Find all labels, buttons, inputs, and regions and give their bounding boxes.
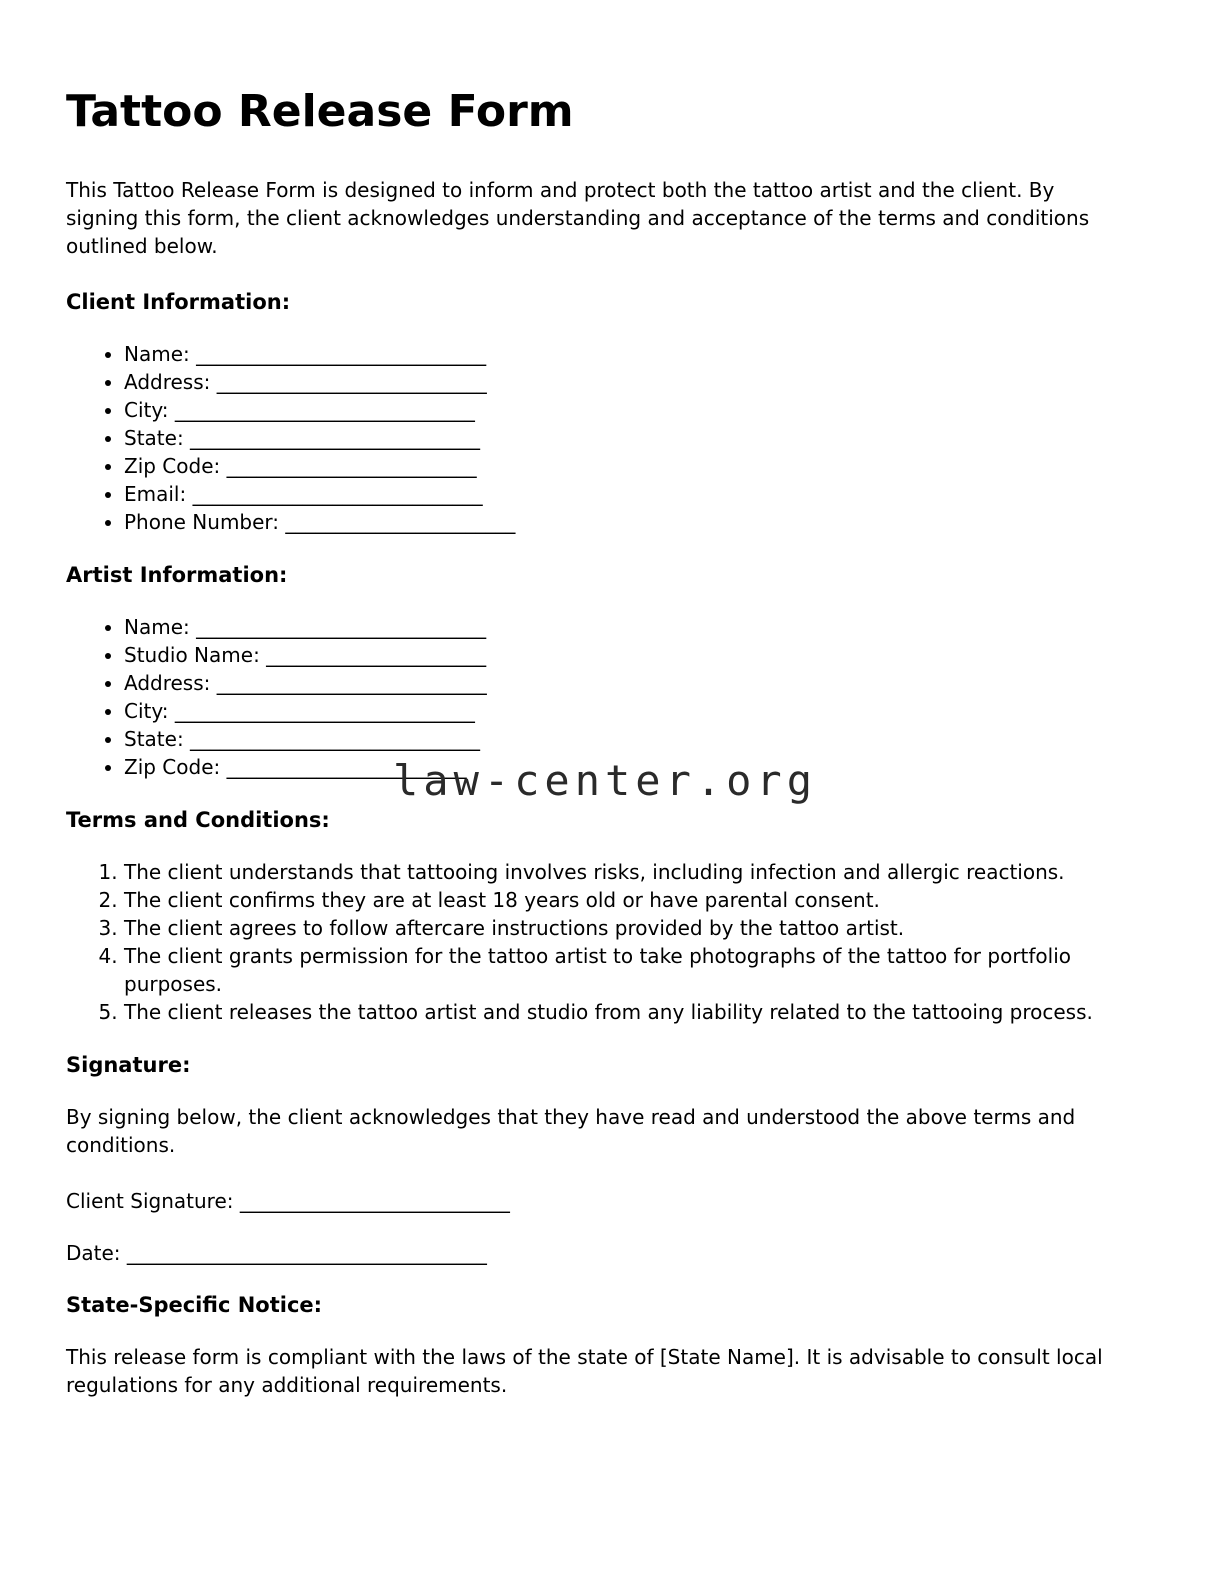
form-field-client-email (124, 480, 1121, 508)
field-blank-line: ________________________ (226, 755, 467, 779)
client-information-heading: Client Information: (66, 290, 291, 314)
field-blank-line: _____________________________ (190, 727, 481, 751)
field-label: City: (124, 398, 169, 422)
field-label: City: (124, 699, 169, 723)
field-label: Name: (124, 615, 190, 639)
state-notice-paragraph: This release form is compliant with the laws of the state of [State Name]. It is advisable to consult local regulations for any additional requirements. (66, 1345, 1103, 1397)
field-label: Address: (124, 370, 211, 394)
client-information-list (66, 340, 1121, 536)
field-blank-line: ______________________ (266, 643, 487, 667)
field-blank-line: _________________________ (226, 454, 477, 478)
field-label: Zip Code: (124, 454, 221, 478)
field-label: Email: (124, 482, 187, 506)
form-field-client-state (124, 424, 1121, 452)
client-signature-row (66, 1187, 1121, 1215)
signature-heading: Signature: (66, 1053, 191, 1077)
form-field-artist-zip (124, 753, 1121, 781)
artist-information-list (66, 613, 1121, 781)
client-signature-label: Client Signature: (66, 1189, 234, 1213)
field-blank-line: _____________________________ (192, 482, 483, 506)
date-label: Date: (66, 1241, 121, 1265)
form-field-client-phone (124, 508, 1121, 536)
form-field-artist-address (124, 669, 1121, 697)
form-field-artist-city (124, 697, 1121, 725)
client-signature-blank-line: ___________________________ (239, 1189, 510, 1213)
field-blank-line: _______________________ (285, 510, 516, 534)
page-title: Tattoo Release Form (66, 86, 574, 137)
law-center-watermark: law-center.org (393, 756, 818, 805)
form-field-client-address (124, 368, 1121, 396)
form-field-artist-state (124, 725, 1121, 753)
intro-paragraph: This Tattoo Release Form is designed to inform and protect both the tattoo artist and the client. By signing this form, the client acknowledges understanding and acceptance of the terms and conditions outlined below. (66, 178, 1090, 258)
form-field-client-city (124, 396, 1121, 424)
field-label: State: (124, 426, 184, 450)
terms-item-4: 4. The client grants permission for the tattoo artist to take photographs of the tattoo for portfolio purposes. (124, 942, 1121, 998)
terms-item-3: 3. The client agrees to follow aftercare instructions provided by the tattoo artist. (124, 914, 1121, 942)
field-label: Studio Name: (124, 643, 260, 667)
field-blank-line: ______________________________ (174, 398, 475, 422)
artist-information-heading: Artist Information: (66, 563, 288, 587)
terms-item-1: 1. The client understands that tattooing involves risks, including infection and allergic reactions. (124, 858, 1121, 886)
signature-acknowledgement: By signing below, the client acknowledges that they have read and understood the above terms and conditions. (66, 1105, 1076, 1157)
terms-heading: Terms and Conditions: (66, 808, 330, 832)
document-content (66, 88, 1121, 1399)
form-field-artist-name (124, 613, 1121, 641)
field-blank-line: _____________________________ (190, 426, 481, 450)
date-row (66, 1239, 1121, 1267)
state-notice-heading: State-Specific Notice: (66, 1293, 323, 1317)
terms-list (66, 858, 1121, 1026)
field-label: Address: (124, 671, 211, 695)
form-field-client-name (124, 340, 1121, 368)
field-blank-line: _____________________________ (196, 342, 487, 366)
field-blank-line: ___________________________ (216, 370, 487, 394)
field-label: State: (124, 727, 184, 751)
terms-item-2: 2. The client confirms they are at least 18 years old or have parental consent. (124, 886, 1121, 914)
field-label: Name: (124, 342, 190, 366)
form-field-artist-studio (124, 641, 1121, 669)
field-blank-line: ______________________________ (174, 699, 475, 723)
field-blank-line: ___________________________ (216, 671, 487, 695)
field-blank-line: _____________________________ (196, 615, 487, 639)
field-label: Zip Code: (124, 755, 221, 779)
field-label: Phone Number: (124, 510, 280, 534)
date-blank-line: ____________________________________ (126, 1241, 487, 1265)
terms-item-5: 5. The client releases the tattoo artist and studio from any liability related to the tattooing process. (124, 998, 1121, 1026)
form-field-client-zip (124, 452, 1121, 480)
